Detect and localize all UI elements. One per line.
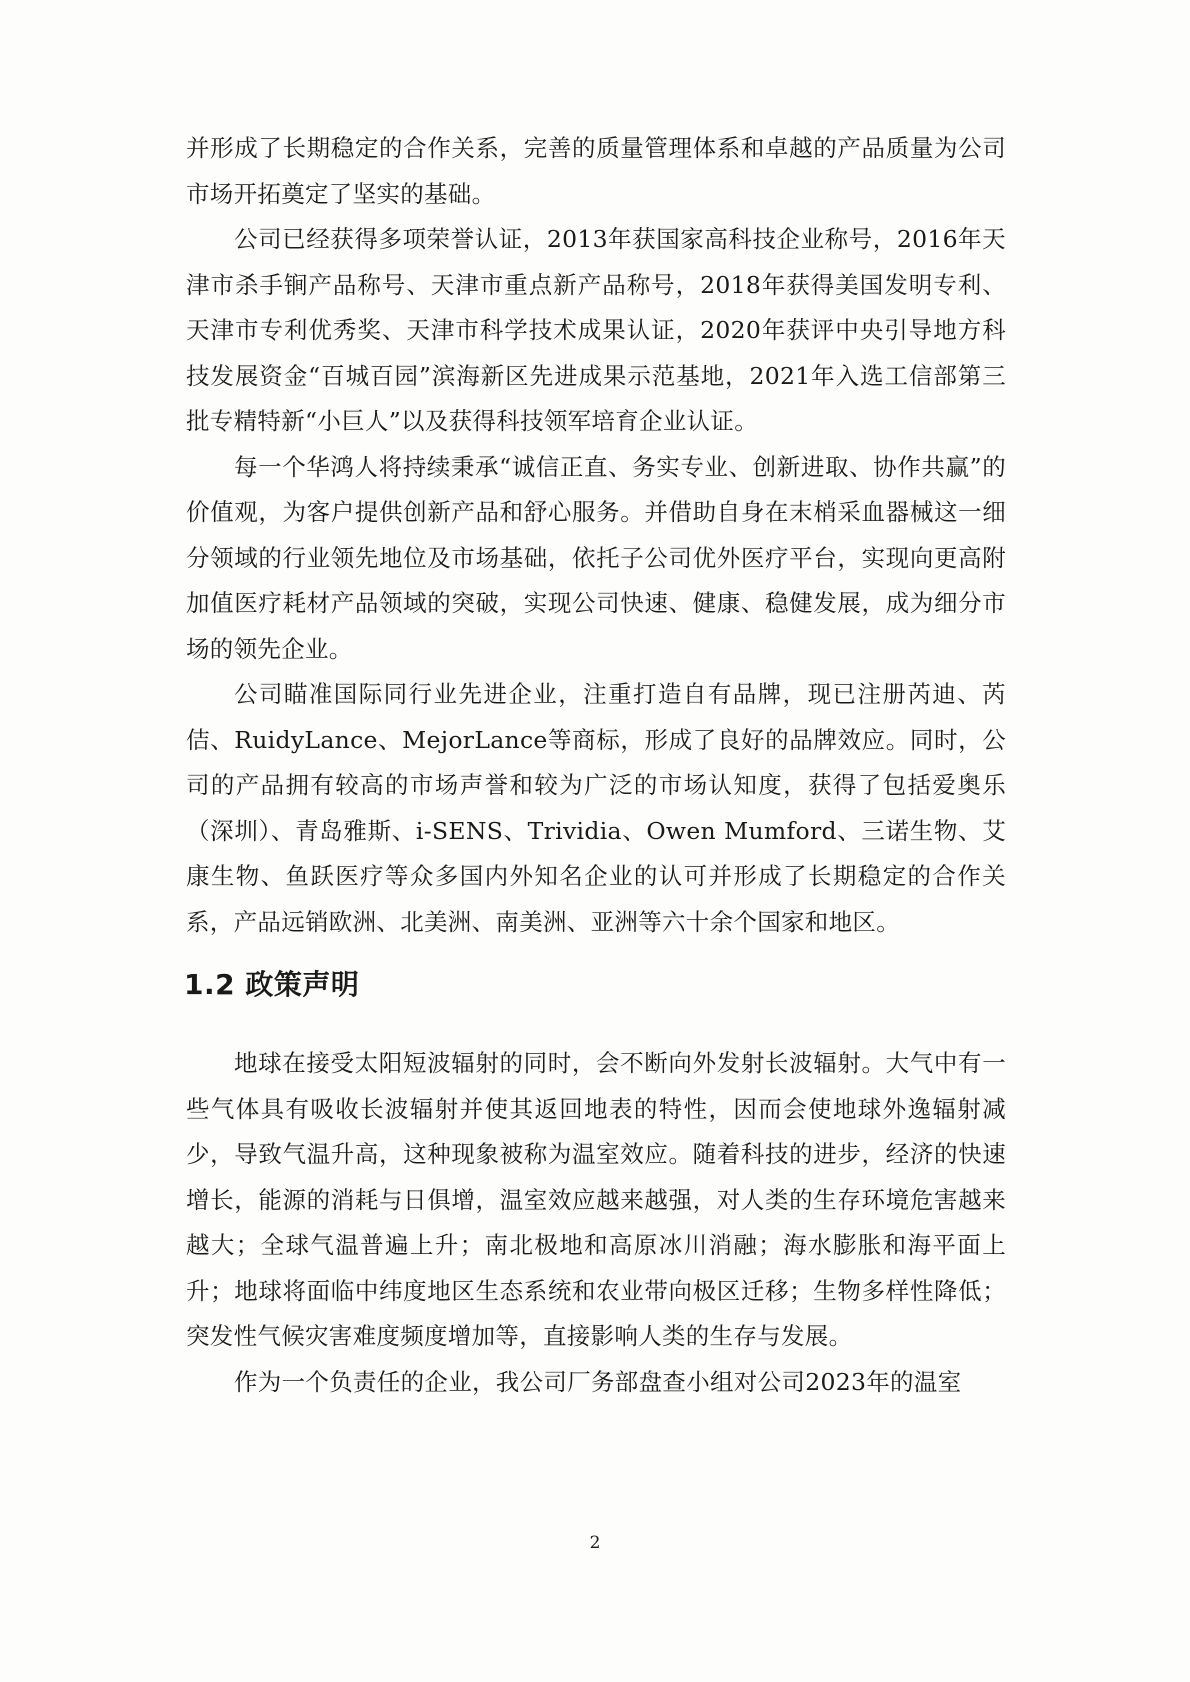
paragraph-values: 每一个华鸿人将持续秉承“诚信正直、务实专业、创新进取、协作共赢”的价值观，为客户提供创新产品和舒心服务。并借助自身在末梢采血器械这一细分领域的行业领先地位及市场基础，依托子公司优外医疗平台，实现向更高附加值医疗耗材产品领域的突破，实现公司快速、健康、稳健发展，成为细分市场的领先企业。 bbox=[186, 452, 1006, 663]
page-content bbox=[186, 126, 1006, 1405]
paragraph-partnership-continued: 并形成了长期稳定的合作关系，完善的质量管理体系和卓越的产品质量为公司市场开拓奠定了坚实的基础。 bbox=[186, 134, 1006, 208]
section-heading-policy-statement: 1.2 政策声明 bbox=[184, 968, 360, 1001]
paragraph-responsibility: 作为一个负责任的企业，我公司厂务部盘查小组对公司2023年的温室 bbox=[234, 1367, 962, 1396]
paragraph-honors: 公司已经获得多项荣誉认证，2013年获国家高科技企业称号，2016年天津市杀手锏产品称号、天津市重点新产品称号，2018年获得美国发明专利、天津市专利优秀奖、天津市科学技术成果认证，2020年获评中央引导地方科技发展资金“百城百园”滨海新区先进成果示范基地，2021年入选工信部第三批专精特新“小巨人”以及获得科技领军培育企业认证。 bbox=[186, 225, 1006, 435]
paragraph-greenhouse-effect: 地球在接受太阳短波辐射的同时，会不断向外发射长波辐射。大气中有一些气体具有吸收长波辐射并使其返回地表的特性，因而会使地球外逸辐射减少，导致气温升高，这种现象被称为温室效应。随着科技的进步，经济的快速增长，能源的消耗与日俱增，温室效应越来越强，对人类的生存环境危害越来越大；全球气温普遍上升；南北极地和高原冰川消融；海水膨胀和海平面上升；地球将面临中纬度地区生态系统和农业带向极区迁移；生物多样性降低；突发性气候灾害难度频度增加等，直接影响人类的生存与发展。 bbox=[186, 1049, 1006, 1350]
paragraph-brands: 公司瞄准国际同行业先进企业，注重打造自有品牌，现已注册芮迪、芮佶、RuidyLance、MejorLance等商标，形成了良好的品牌效应。同时，公司的产品拥有较高的市场声誉和较为广泛的市场认知度，获得了包括爱奥乐（深圳）、青岛雅斯、i-SENS、Trividia、Owen Mumford、三诺生物、艾康生物、鱼跃医疗等众多国内外知名企业的认可并形成了长期稳定的合作关系，产品远销欧洲、北美洲、南美洲、亚洲等六十余个国家和地区。 bbox=[186, 680, 1006, 936]
page-number: 2 bbox=[589, 1533, 601, 1553]
